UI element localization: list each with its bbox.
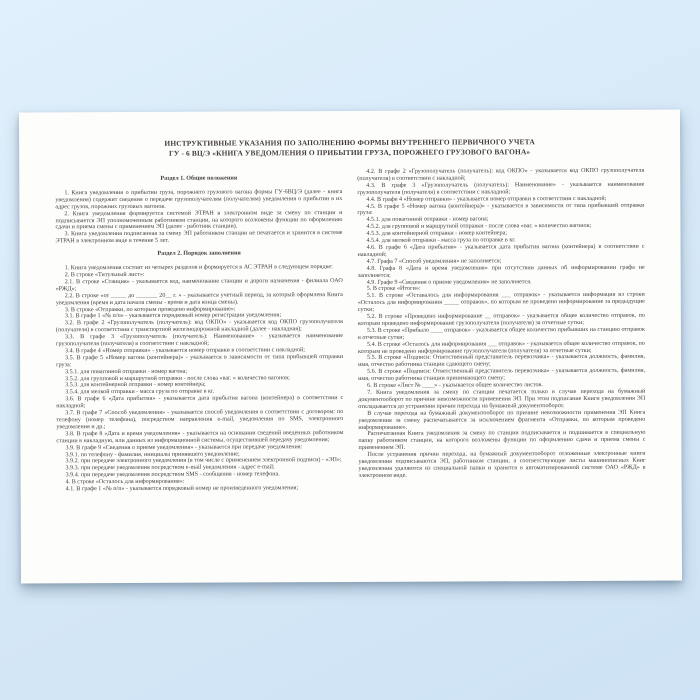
document-paragraph: 3.4. В графе 4 «Номер отправки» - указывается номер отправки в соответствии с накладной;: [65, 347, 305, 355]
document-title: [73, 137, 627, 158]
document-paragraph: 4.5.2. для групповой и маршрутной отправки - после слова «ваг. » количество вагонов;: [366, 223, 592, 231]
document-paragraph: 4.5.1. для повагонной отправки - номер вагона;: [366, 216, 489, 224]
document-paragraph: 3.9.1. по телефону - фамилия, инициалы принявшего уведомление;: [65, 451, 240, 458]
document-paragraph: 4.5.4. для мелкой отправки - масса груза по отправке в кг.: [366, 237, 516, 244]
document-paragraph: 5.4. В строке «Осталось для информирования ___ отправок» - указывается общее количество отправок, по которым не проведено информирование грузополучателя (получателя) за отчетные сутки;: [358, 340, 646, 355]
document-paragraph: 5.2. В строке «Проведено информирование __ отправок» - указывается общее количество отправок, по которым проведено информирование грузополучателя (получателя) за отчетные сутки;: [357, 312, 645, 327]
document-title-line-2: ГУ - 6 ВЦ/Э «КНИГА УВЕДОМЛЕНИЯ О ПРИБЫТИИ ГРУЗА, ПОРОЖНЕГО ГРУЗОВОГО ВАГОНА»: [168, 146, 531, 158]
section-heading: Раздел 1. Общие положения: [160, 175, 238, 182]
document-paragraph: 3.9.4. при передаче уведомления посредством SMS - сообщения - номер телефона.: [65, 471, 280, 479]
document-paragraph: 3.5.3. для контейнерной отправки - номер контейнера;: [65, 382, 206, 389]
document-column-right: [357, 168, 645, 492]
document-paragraph: 3.1. В графе 1 «№ п/п» - указывается порядковый номер регистрации уведомления;: [64, 312, 282, 320]
document-paragraph: 5.5. В строке «Подписи: Ответственный представитель перевозчика» - указывается должность, фамилия, имя, отчество работника станции сдающего смену;: [358, 354, 646, 369]
document-paragraph: 4.2. В графе 2 «Грузополучатель (получатель): код ОКПО» - указывается код ОКПО грузополучателя (получателя) в соответствии с накладной;: [357, 167, 645, 182]
document-paragraph: 3.9. В графе 9 «Сведения о приеме уведомления» - указывается при передаче уведомления:: [65, 443, 303, 451]
document-paragraph: 4.4. В графе 4 «Номер отправки» - указывается номер отправки в соответствии с накладной;: [366, 195, 607, 203]
document-paragraph: 4.9. Графе 9 «Сведения о приеме уведомления» не заполняется.: [366, 278, 532, 286]
document-paragraph: 1. Книга уведомления о прибытии груза, порожнего грузового вагона формы ГУ-6ВЦ/Э (далее - книга уведомления) содержит сведения о передаче грузополучателям (получателям) уведомления о прибытии в их адрес грузов, порожних грузовых вагонов.: [55, 188, 343, 211]
document-paragraph: 3.7. В графе 7 «Способ уведомления» - указывается способ уведомления в соответствии с договором: по телефону (номер телефона), посредством направления e-mail, уведомления по SMS, электронного уведомления и др.;: [56, 409, 344, 431]
document-paragraph: 5.6. В строке «Подписи: Ответственный представитель перевозчика» - указывается должность, фамилия, имя, отчество работника станции принимающего смену;: [358, 367, 646, 383]
document-paragraph: 3.9.2. при передаче электронного уведомления (в том числе с применением электронной подписи) - «ЭП»;: [65, 457, 342, 465]
document-paragraph: 3.5.4. для мелкой отправки - масса груза по отправке в кг.: [65, 388, 215, 396]
document-title-line-1: ИНСТРУКТИВНЫЕ УКАЗАНИЯ ПО ЗАПОЛНЕНИЮ ФОРМЫ ВНУТРЕННЕГО ПЕРВИЧНОГО УЧЕТА: [164, 137, 535, 148]
document-paragraph: 2. Книга уведомления формируется системой ЭТРАН в электронном виде за смену по станции и подписывается ЭП уполномоченным работником станции, на которого возложены функции по оформлению сдачи и приема смены с применением ЭП (далее - работник станции).: [55, 209, 343, 231]
document-paragraph: 4. В строке «Осталось для информирования»:: [65, 478, 185, 486]
document-paragraph: 3.5.2. для групповой и маршрутной отправки - после слова «ваг. » количество вагонов;: [65, 374, 290, 382]
document-paragraph: 5.3. В строке «Прибыло ____ отправок» - указывается общее количество прибывших на станцию отправок в отчетные сутки;: [357, 326, 645, 341]
document-paragraph: 4.8. Графа 8 «Дата и время уведомления» при отсутствии данных об информировании графа не заполняется;: [357, 264, 645, 279]
document-paragraph: 4.5. В графе 5 «Номер вагона (контейнера)» - указывается в зависимости от типа прибывшей отправки груза:: [357, 202, 645, 217]
document-paragraph: 4.6. В графе 6 «Дата прибытия» - указывается дата прибытия вагона (контейнера) в соответствии с накладной;: [357, 243, 645, 258]
document-paragraph: 3. Книга уведомления подписанная за смену ЭП работником станции не печатается и хранится в системе ЭТРАН в электронном виде в течение 5 лет.: [55, 230, 343, 245]
document-paragraph: 4.7. Графа 7 «Способ уведомления» не заполняется;: [366, 258, 502, 265]
document-paragraph: 3.2. В графе 2 «Грузополучатель (получатель): код ОКПО» - указывается код ОКПО грузополучателя (получателя) в соответствии с транспортной железнодорожной накладной (далее - накладная);: [55, 319, 343, 334]
document-page: [19, 110, 682, 584]
section-heading: Раздел 2. Порядок заполнения: [157, 250, 241, 257]
document-paragraph: 3.5.1. для повагонной отправки - номер вагона;: [65, 368, 188, 375]
document-paragraph: 3.6. В графе 6 «Дата прибытия» - указывается дата прибытия вагона (контейнера) в соответствии с накладной;: [56, 395, 344, 410]
document-paragraph: 4.1. В графе 1 «№ п/п» - указывается порядковый номер не произведенного уведомления;: [65, 485, 299, 493]
document-paragraph: В случае перехода на бумажный документооборот по причине невозможности применения ЭП Книга уведомления за смену распечатывается за исключением фрагмента «Отправки, по которым проведено информирование».: [358, 409, 646, 431]
document-paragraph: После устранения причин перехода, на бумажный документооборот отложенные электронные книги уведомления подписываются ЭП, работником станции, а соответствующие листы машинописных Книг уведомления удаляются из специальной папки и хранятся в автоматизированной системе ОАО «РЖД» в электронном виде.: [358, 450, 646, 479]
document-paragraph: 3. В строке «Отправки, по которым проведено информирование»:: [64, 306, 236, 313]
document-paragraph: 3.5. В графе 5 «Номер вагона (контейнера)» - указывается в зависимости от типа прибывшей отправки груза:: [56, 353, 344, 369]
document-paragraph: 3.8. В графе 8 «Дата и время уведомления» - указывается на основании сведений введенных работником станции в накладную, или данных из информационной системы, осуществившей передачу уведомления;: [56, 429, 344, 445]
document-paragraph: 1. Книга уведомления состоит из четырех разделов и формируется в АС ЭТРАН в следующем порядке:: [64, 264, 333, 272]
document-paragraph: 7. Книга уведомления за смену по станции печатается только в случае перехода на бумажный документооборот по причине невозможности применения ЭП. При этом подписание Книги уведомления ЭП откладывается до устранения причин перехода на бумажный документооборот.: [358, 388, 646, 410]
document-paragraph: 6. В строке «Лист № ____» - указывается общее количество листов.: [367, 382, 543, 390]
document-paragraph: 2.2. В строке «от _____ до _______ 20__ г. » - указывается учетный период, за который оформлена Книга уведомления (время и дата начала смены - время и дата конца смены).: [55, 291, 343, 306]
document-paragraph: 5.1. В строке «Оставалось для информирования ___ отправок» - указывается информация из строки «Осталось для информирования _____ отправок», по которым не проведено информирование за предыдущие сутки;: [357, 292, 645, 314]
document-paragraph: 2.1. В строке «Станция» - указывается код, наименование станции и дороги назначения - филиала ОАО «РЖД»;: [55, 277, 343, 293]
document-body: [55, 168, 645, 494]
document-paragraph: Распечатанная Книга уведомления за смену по станции подписывается и подшивается в специальную папку работником станции, на которого возложены функции по оформлению сдачи и приема смены с применением ЭП.: [358, 430, 646, 452]
document-paragraph: 3.3. В графе 3 «Грузополучатель (получатель): Наименование» - указывается наименование грузополучателя (получателя) в соответствии с накладной;: [55, 333, 343, 348]
document-paragraph: 4.3. В графе 3 «Грузополучатель (получатель): Наименование» - указывается наименование грузополучателя (получателя) в соответствии с накладной;: [357, 181, 645, 196]
document-paragraph: 5. В строке «Итоги»:: [366, 286, 421, 293]
document-paragraph: 4.5.3. для контейнерной отправки - номер контейнера;: [366, 230, 508, 238]
document-paragraph: 2. В строке «Титульный лист»:: [64, 271, 145, 279]
document-column-left: [55, 169, 343, 493]
document-paragraph: 3.9.3. при передаче уведомления посредством e-mail уведомления - адрес e-mail;: [65, 464, 275, 472]
